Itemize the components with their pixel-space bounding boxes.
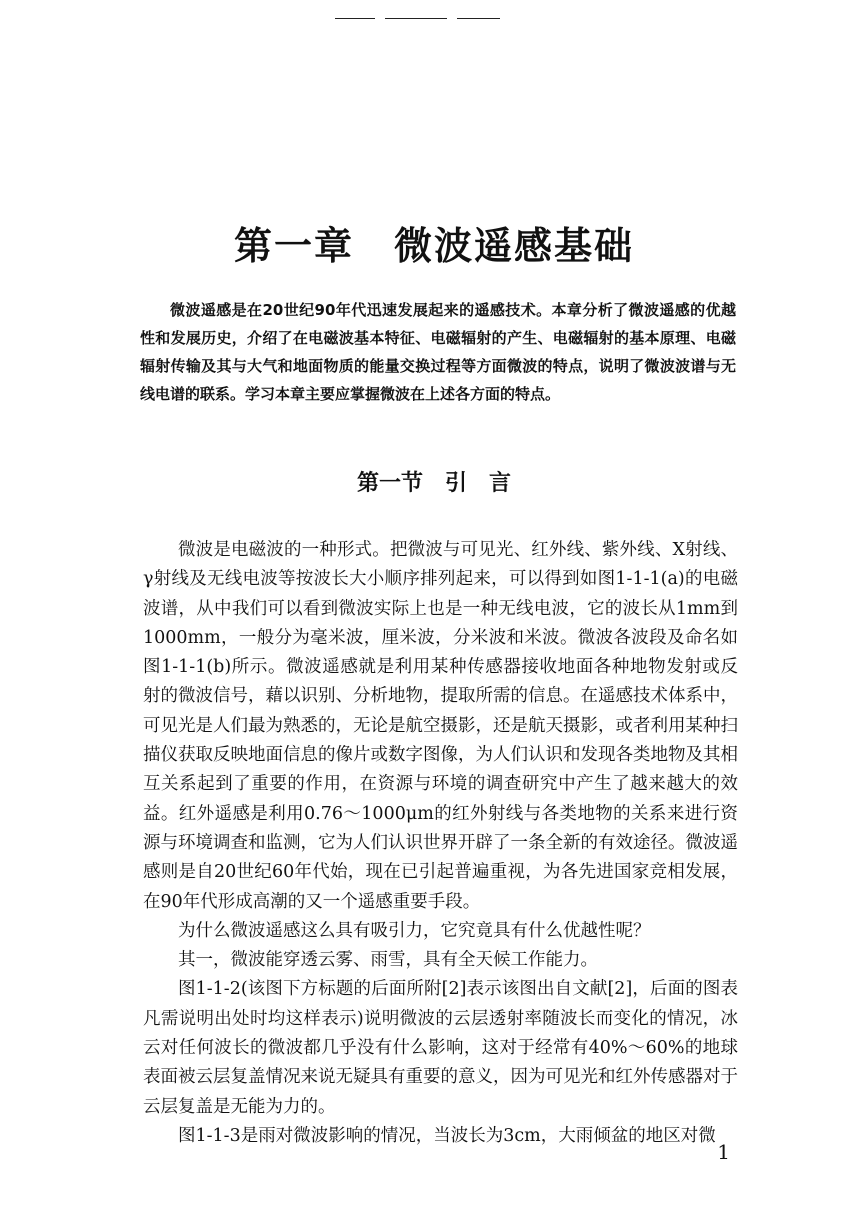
body-paragraph: 微波是电磁波的一种形式。把微波与可见光、红外线、紫外线、X射线、γ射线及无线电波等按波长大小顺序排列起来，可以得到如图1-1-1(a)的电磁波谱，从中我们可以看到微波实际上也是一种无线电波，它的波长从1mm到1000mm，一般分为毫米波，厘米波，分米波和米波。微波各波段及命名如图1-1-1(b)所示。微波遥感就是利用某种传感器接收地面各种地物发射或反射的微波信号，藉以识别、分析地物，提取所需的信息。在遥感技术体系中，可见光是人们最为熟悉的，无论是航空摄影，还是航天摄影，或者利用某种扫描仪获取反映地面信息的像片或数字图像，为人们认识和发现各类地物及其相互关系起到了重要的作用，在资源与环境的调查研究中产生了越来越大的效益。红外遥感是利用0.76～1000μm的红外射线与各类地物的关系来进行资源与环境调查和监测，它为人们认识世界开辟了一条全新的有效途径。微波遥感则是自20世纪60年代始，现在已引起普遍重视，为各先进国家竞相发展，在90年代形成高潮的又一个遥感重要手段。 [143, 540, 738, 912]
page-number: 1 [717, 1140, 730, 1164]
body-paragraph: 为什么微波遥感这么具有吸引力，它究竟具有什么优越性呢？ [178, 920, 651, 941]
chapter-title: 第一章 微波遥感基础 [233, 223, 634, 269]
header-rule [335, 16, 500, 22]
chapter-abstract: 微波遥感是在20世纪90年代迅速发展起来的遥感技术。本章分析了微波遥感的优越性和发展历史，介绍了在电磁波基本特征、电磁辐射的产生、电磁辐射的基本原理、电磁辐射传输及其与大气和地面物质的能量交换过程等方面微波的特点，说明了微波波谱与无线电谱的联系。学习本章主要应掌握微波在上述各方面的特点。 [140, 301, 736, 403]
body-paragraph: 图1-1-3是雨对微波影响的情况，当波长为3cm，大雨倾盆的地区对微 [178, 1125, 716, 1146]
body-paragraph: 图1-1-2(该图下方标题的后面所附[2]表示该图出自文献[2]，后面的图表凡需说明出处时均这样表示)说明微波的云层透射率随波长而变化的情况，冰云对任何波长的微波都几乎没有什么影响，这对于经常有40%～60%的地球表面被云层复盖情况来说无疑具有重要的意义，因为可见光和红外传感器对于云层复盖是无能为力的。 [143, 979, 738, 1117]
body-paragraph: 其一，微波能穿透云雾、雨雪，具有全天候工作能力。 [178, 950, 598, 971]
section-title: 第一节 引 言 [356, 470, 511, 497]
body-text [143, 536, 738, 1151]
